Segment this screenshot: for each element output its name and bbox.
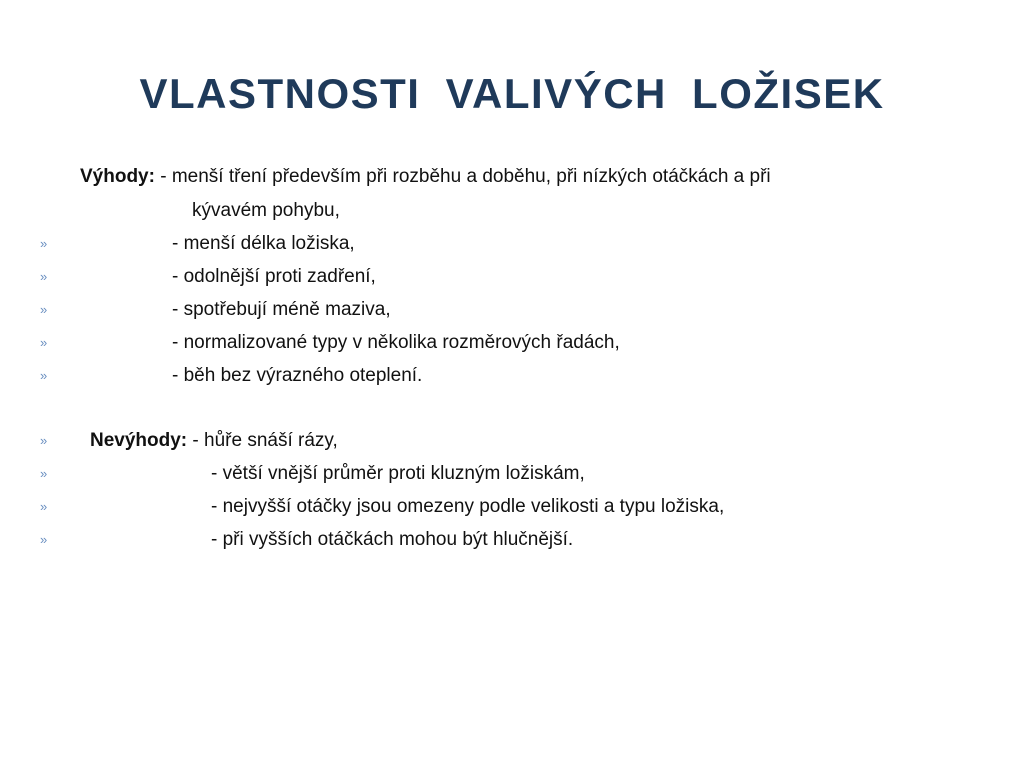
bullet-icon: »: [40, 302, 48, 317]
disadvantages-first-text: [90, 427, 338, 455]
bullet-icon: »: [40, 499, 48, 514]
bullet-icon: »: [40, 466, 48, 481]
advantages-first-cont-text: kývavém pohybu,: [192, 200, 340, 221]
advantage-item: - normalizované typy v několika rozměrových řadách,: [172, 332, 620, 353]
list-item: [0, 263, 1024, 291]
advantages-first-line: [0, 163, 1024, 191]
advantages-label: Výhody:: [80, 166, 155, 187]
advantages-first-continuation: [0, 197, 1024, 225]
bullet-icon: »: [40, 269, 48, 284]
advantage-item: - spotřebují méně maziva,: [172, 299, 391, 320]
list-item: [0, 296, 1024, 324]
bullet-icon: »: [40, 368, 48, 383]
advantages-first-item: - menší tření především při rozběhu a doběhu, při nízkých otáčkách a při: [154, 166, 771, 187]
advantage-item: - menší délka ložiska,: [172, 233, 355, 254]
disadvantages-label: Nevýhody:: [90, 430, 188, 451]
list-item: [0, 427, 1024, 455]
list-item: [0, 526, 1024, 554]
advantage-item: - odolnější proti zadření,: [172, 266, 376, 287]
disadvantage-item: - větší vnější průměr proti kluzným ložiskám,: [211, 463, 585, 484]
list-item: [0, 460, 1024, 488]
bullet-icon: »: [40, 335, 48, 350]
advantage-item: - běh bez výrazného oteplení.: [172, 365, 423, 386]
disadvantage-item: - nejvyšší otáčky jsou omezeny podle velikosti a typu ložiska,: [211, 496, 725, 517]
list-item: [0, 230, 1024, 258]
bullet-icon: »: [40, 433, 48, 448]
disadvantages-first-item: - hůře snáší rázy,: [187, 430, 338, 451]
list-item: [0, 329, 1024, 357]
list-item: [0, 493, 1024, 521]
disadvantage-item: - při vyšších otáčkách mohou být hlučnější.: [211, 529, 574, 550]
bullet-icon: »: [40, 236, 48, 251]
bullet-icon: »: [40, 532, 48, 547]
slide-title: VLASTNOSTI VALIVÝCH LOŽISEK: [139, 70, 885, 117]
advantages-first-text: [80, 163, 771, 191]
list-item: [0, 362, 1024, 390]
